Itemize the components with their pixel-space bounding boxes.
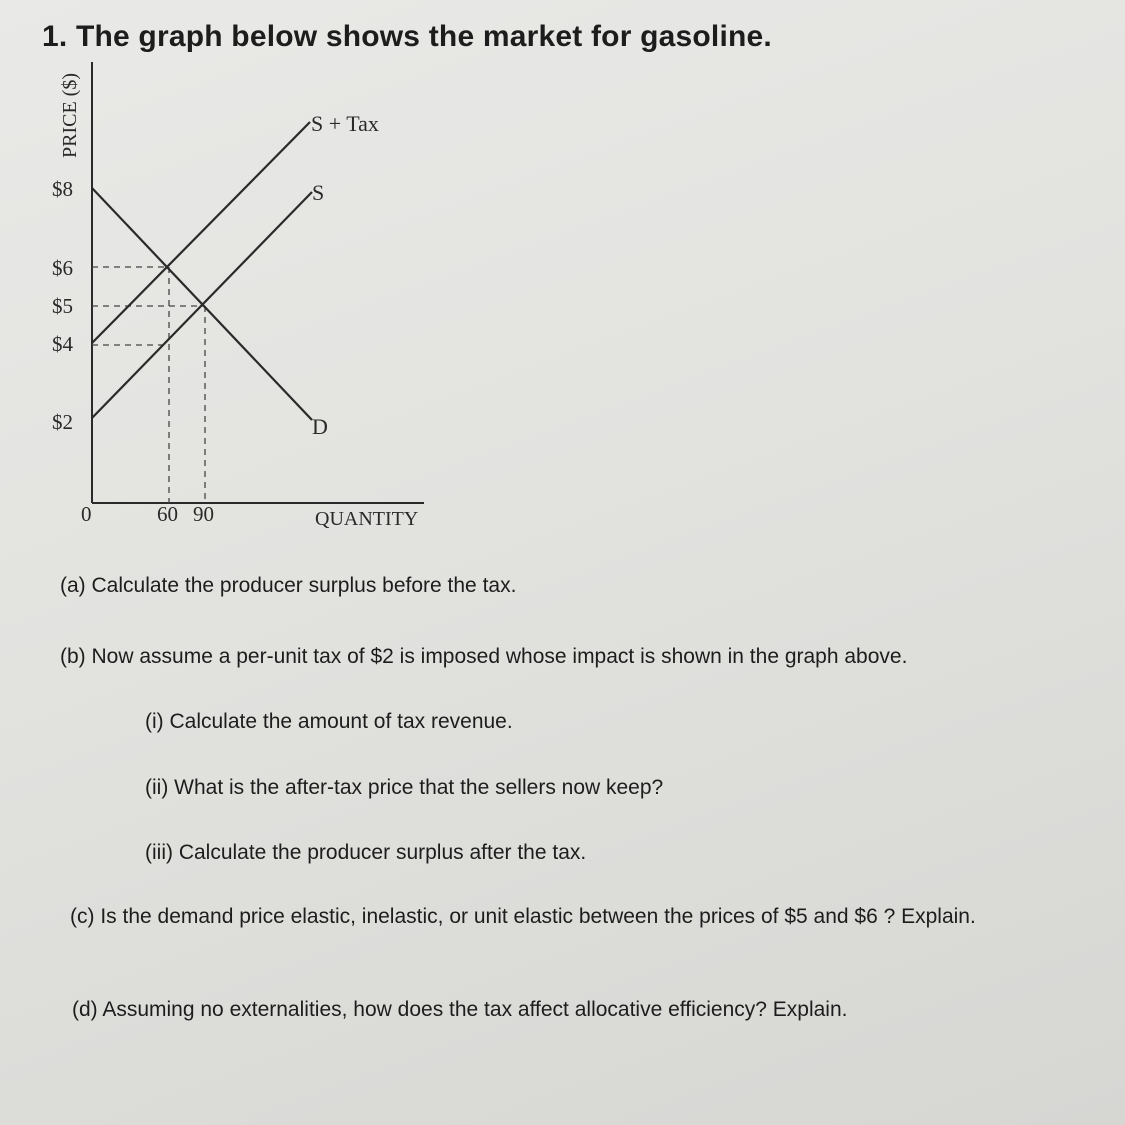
problem-title: 1. The graph below shows the market for gasoline.	[42, 20, 772, 53]
y-tick-6: $6	[52, 256, 73, 280]
question-b-ii: (ii) What is the after-tax price that the sellers now keep?	[145, 776, 664, 799]
x-tick-90: 90	[193, 502, 214, 526]
y-tick-2: $2	[52, 410, 73, 434]
question-a: (a) Calculate the producer surplus before the tax.	[60, 574, 517, 597]
question-b: (b) Now assume a per-unit tax of $2 is imposed whose impact is shown in the graph above.	[60, 645, 908, 668]
x-tick-60: 60	[157, 502, 178, 526]
supply-plus-tax-curve	[92, 122, 310, 343]
question-c: (c) Is the demand price elastic, inelastic, or unit elastic between the prices of $5 and $6 ? Explain.	[70, 905, 976, 928]
y-tick-8: $8	[52, 177, 73, 201]
y-axis-label: PRICE ($)	[59, 73, 81, 158]
y-tick-4: $4	[52, 332, 73, 356]
label-demand: D	[312, 414, 328, 439]
x-tick-0: 0	[81, 502, 92, 526]
label-supply: S	[312, 180, 325, 205]
x-axis-label: QUANTITY	[315, 508, 419, 530]
question-b-i: (i) Calculate the amount of tax revenue.	[145, 710, 513, 733]
label-supply-plus-tax: S + Tax	[311, 111, 379, 136]
dashed-guides	[92, 267, 205, 503]
y-tick-5: $5	[52, 294, 73, 318]
question-b-iii: (iii) Calculate the producer surplus after the tax.	[145, 841, 587, 864]
question-d: (d) Assuming no externalities, how does the tax affect allocative efficiency? Explain.	[72, 998, 848, 1021]
